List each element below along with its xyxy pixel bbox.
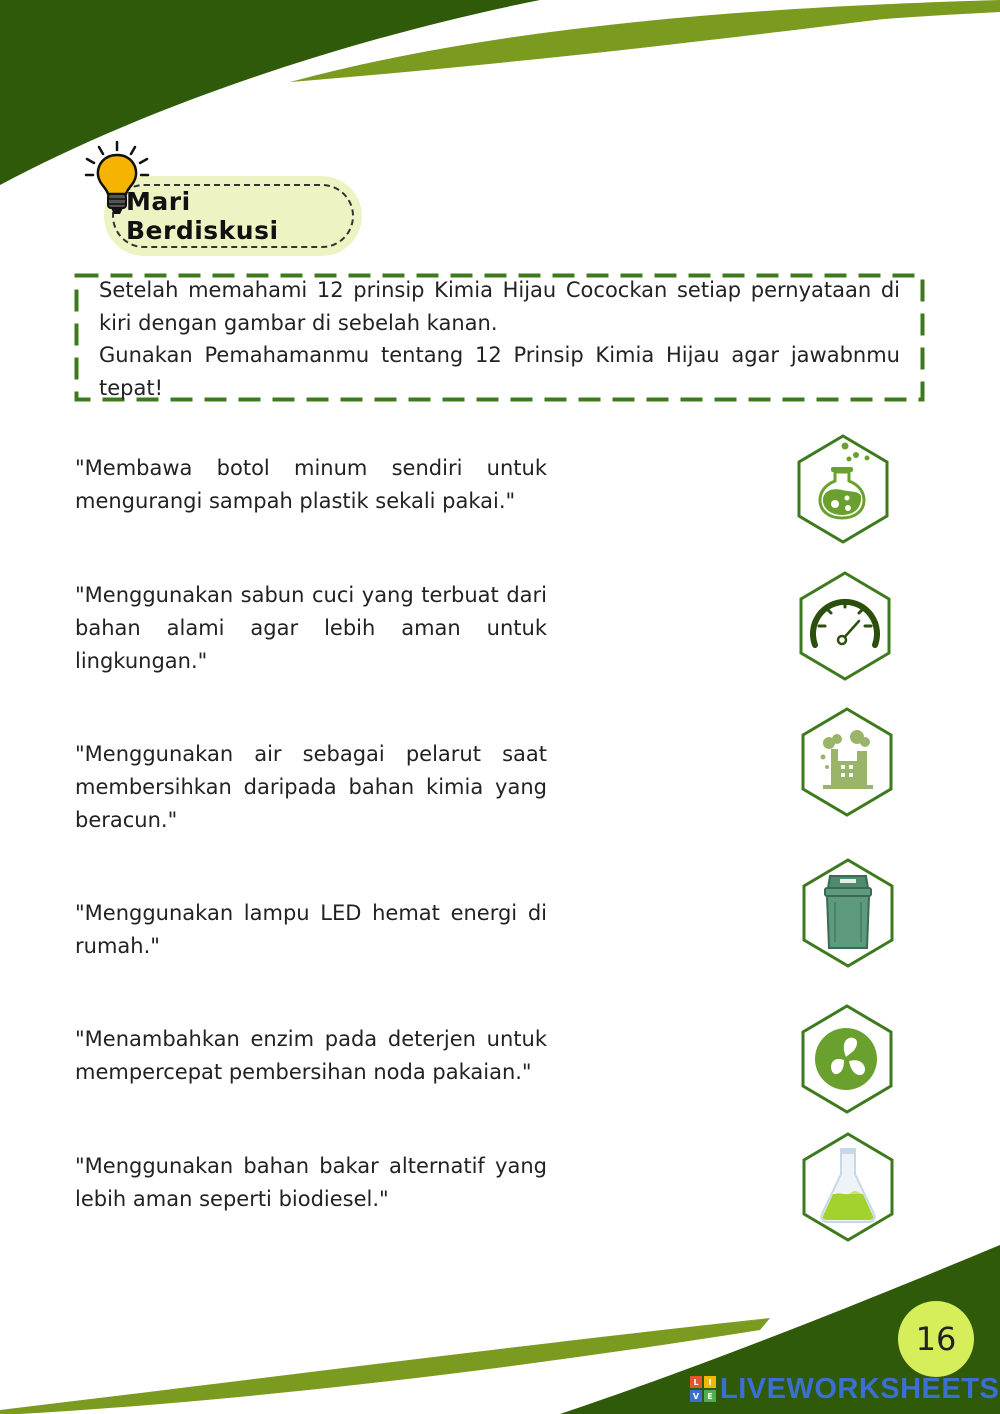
leaves-icon[interactable]: [799, 1004, 895, 1114]
section-title-badge: [82, 140, 372, 265]
speedometer-icon[interactable]: [797, 571, 893, 681]
instructions-line-1: Setelah memahami 12 prinsip Kimia Hijau Cocockan setiap pernyataan di kiri dengan gambar di sebelah kanan.: [99, 278, 900, 335]
statement-6: "Menggunakan bahan bakar alternatif yang lebih aman seperti biodiesel.": [75, 1154, 547, 1211]
brand-logo-grid-icon: L I V E: [690, 1376, 716, 1402]
instructions-box: [75, 273, 924, 401]
liveworksheets-logo: [690, 1374, 999, 1404]
statement-2: "Menggunakan sabun cuci yang terbuat dari bahan alami agar lebih aman untuk lingkungan.": [75, 583, 547, 673]
statement-5: "Menambahkan enzim pada deterjen untuk mempercepat pembersihan noda pakaian.": [75, 1027, 547, 1084]
erlenmeyer-flask-icon[interactable]: [800, 1132, 896, 1242]
flask-bubbles-icon[interactable]: [795, 434, 891, 544]
page-number: 16: [898, 1301, 974, 1377]
statement-3: "Menggunakan air sebagai pelarut saat membersihkan daripada bahan kimia yang beracun.": [75, 742, 547, 832]
statement-4: "Menggunakan lampu LED hemat energi di rumah.": [75, 901, 547, 958]
statement-1: "Membawa botol minum sendiri untuk mengurangi sampah plastik sekali pakai.": [75, 456, 547, 513]
lightbulb-icon: [82, 140, 152, 220]
instructions-line-2: Gunakan Pemahamanmu tentang 12 Prinsip Kimia Hijau agar jawabnmu tepat!: [99, 343, 900, 400]
factory-pollution-icon[interactable]: [799, 707, 895, 817]
trash-bin-icon[interactable]: [800, 858, 896, 968]
section-title: Mari Berdiskusi: [126, 187, 279, 245]
brand-text: LIVEWORKSHEETS: [720, 1372, 1000, 1405]
